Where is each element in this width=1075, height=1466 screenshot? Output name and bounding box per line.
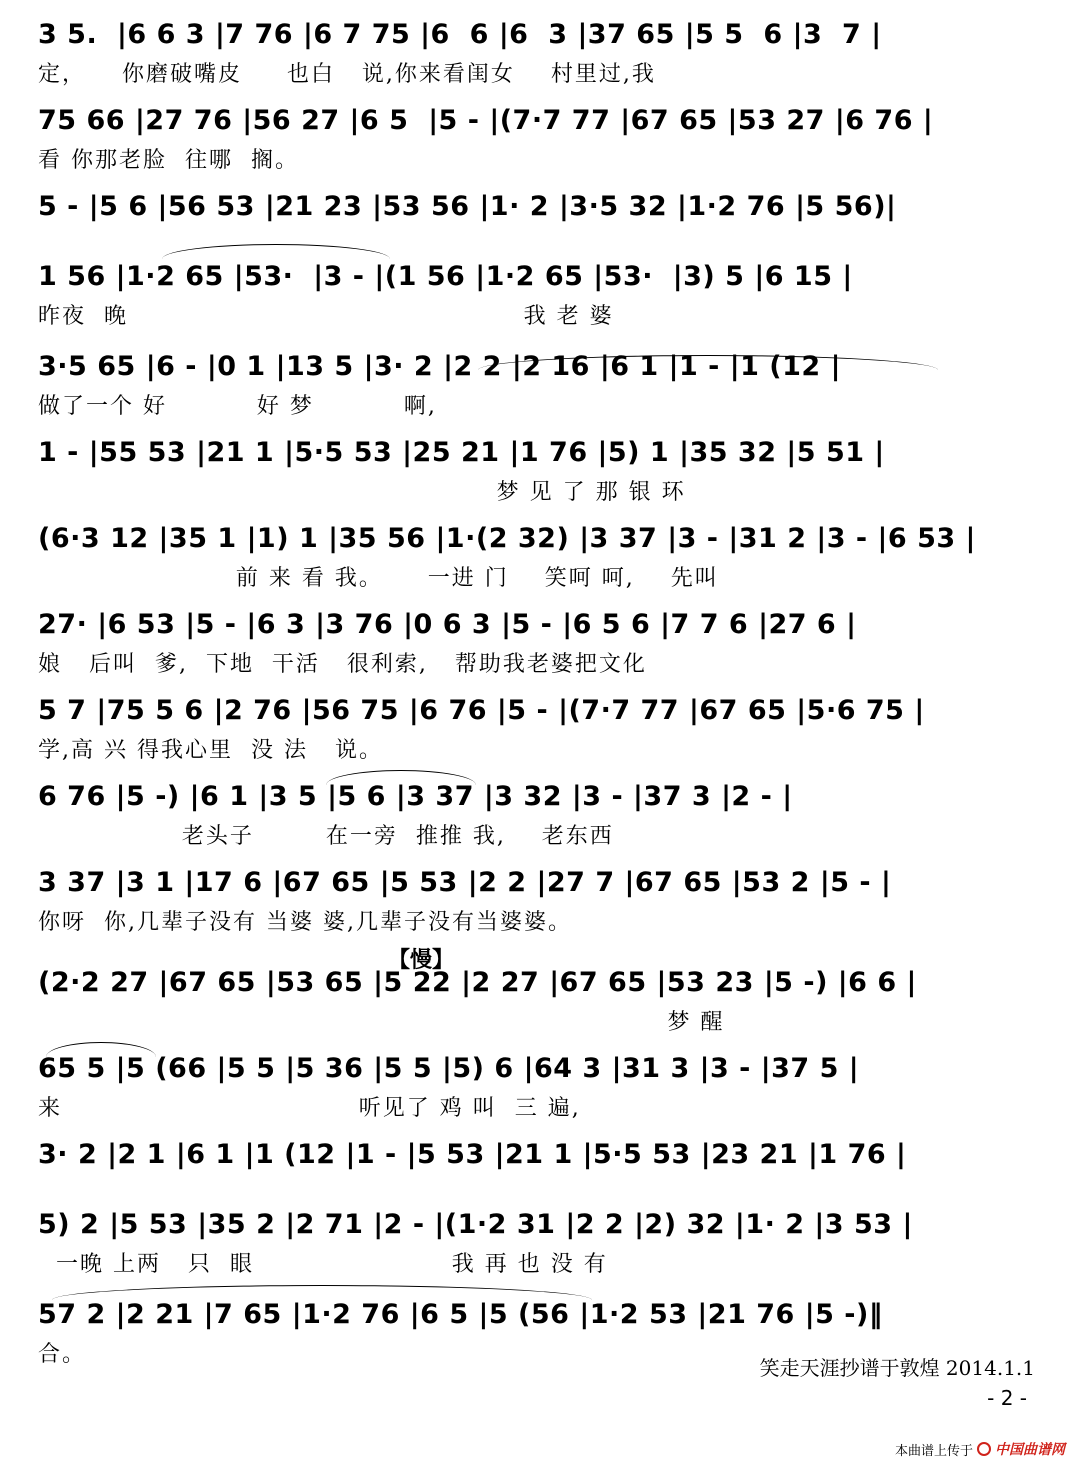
notation-line: 3· 2 |2 1 |6 1 |1 (12 |1 - |5 53 |21 1 |5·5 53 |23 21 |1 76 | [38,1139,907,1170]
notation-line: 3·5 65 |6 - |0 1 |13 5 |3· 2 |2 2 |2 16 |6 1 |1 - |1 (12 | [38,351,841,382]
score-system-10 [38,772,1038,858]
upload-watermark [895,1438,1065,1460]
lyrics-line: 合。 [38,1342,87,1367]
notation-line: 5) 2 |5 53 |35 2 |2 71 |2 - |(1·2 31 |2 2 |2) 32 |1· 2 |3 53 | [38,1209,913,1240]
lyrics-line: 娘 后叫 爹, 下地 干活 很利索, 帮助我老婆把文化 [38,652,647,677]
notation-line: 57 2 |2 21 |7 65 |1·2 76 |6 5 |5 (56 |1·2 53 |21 76 |5 -)‖ [38,1299,883,1330]
score-system-5 [38,342,1038,428]
site-name: 中国曲谱网 [995,1442,1065,1458]
slur-mark [52,1285,592,1300]
score-system-2 [38,96,1038,182]
notation-line: 5 - |5 6 |56 53 |21 23 |53 56 |1· 2 |3·5 32 |1·2 76 |5 56)| [38,191,897,222]
notation-line: (6·3 12 |35 1 |1) 1 |35 56 |1·(2 32) |3 37 |3 - |31 2 |3 - |6 53 | [38,523,976,554]
lyrics-line: 前 来 看 我。 一进 门 笑呵 呵, 先叫 [38,566,719,591]
notation-line: 6 76 |5 -) |6 1 |3 5 |5 6 |3 37 |3 32 |3 - |37 3 |2 - | [38,781,793,812]
notation-line: 1 56 |1·2 65 |53· |3 - |(1 56 |1·2 65 |53· |3) 5 |6 15 | [38,261,853,292]
notation-line: 1 - |55 53 |21 1 |5·5 53 |25 21 |1 76 |5) 1 |35 32 |5 51 | [38,437,885,468]
lyrics-line: 梦 醒 [38,1010,725,1035]
score-system-9 [38,686,1038,772]
notation-line: 5 7 |75 5 6 |2 76 |56 75 |6 76 |5 - |(7·7 77 |67 65 |5·6 75 | [38,695,925,726]
score-system-11 [38,858,1038,944]
score-system-6 [38,428,1038,514]
notation-line: 65 5 |5 (66 |5 5 |5 36 |5 5 |5) 6 |64 3 |31 3 |3 - |37 5 | [38,1053,860,1084]
score-system-1 [38,10,1038,96]
score-system-7 [38,514,1038,600]
score-system-8 [38,600,1038,686]
score-system-15 [38,1200,1038,1286]
lyrics-line: 定， 你磨破嘴皮 也白 说,你来看闺女 村里过,我 [38,62,656,87]
lyrics-line: 老头子 在一旁 推推 我, 老东西 [38,824,614,849]
page-number: - 2 - [987,1386,1027,1410]
upload-note: 本曲谱上传于 [894,1443,973,1459]
tempo-marking: 【慢】 [388,947,455,973]
notation-line: (2·2 27 |67 65 |53 65 |5 22 |2 27 |67 65 |53 23 |5 -) |6 6 | [38,967,917,998]
lyrics-line: 看 你那老脸 往哪 搁。 [38,148,299,173]
lyrics-line: 昨夜 晚 我 老 婆 [38,304,614,329]
notation-line: 27· |6 53 |5 - |6 3 |3 76 |0 6 3 |5 - |6 5 6 |7 7 6 |27 6 | [38,609,857,640]
site-logo-icon [977,1442,991,1456]
lyrics-line: 一晚 上两 只 眼 我 再 也 没 有 [38,1252,608,1277]
lyrics-line: 梦 见 了 那 银 环 [38,480,686,505]
notation-line: 3 5. |6 6 3 |7 76 |6 7 75 |6 6 |6 3 |37 65 |5 5 6 |3 7 | [38,19,882,50]
lyrics-line: 来 听见了 鸡 叫 三 遍, [38,1096,581,1121]
score-system-13 [38,1044,1038,1130]
lyrics-line: 学,高 兴 得我心里 没 法 说。 [38,738,383,763]
lyrics-line: 做了一个 好 好 梦 啊, [38,394,437,419]
score-system-4 [38,252,1038,338]
lyrics-line: 你呀 你,几辈子没有 当婆 婆,几辈子没有当婆婆。 [38,910,572,935]
score-system-12 [38,958,1038,1044]
notation-line: 3 37 |3 1 |17 6 |67 65 |5 53 |2 2 |27 7 |67 65 |53 2 |5 - | [38,867,892,898]
transcriber-credit: 笑走天涯抄谱于敦煌 2014.1.1 [759,1356,1035,1380]
notation-line: 75 66 |27 76 |56 27 |6 5 |5 - |(7·7 77 |67 65 |53 27 |6 76 | [38,105,934,136]
